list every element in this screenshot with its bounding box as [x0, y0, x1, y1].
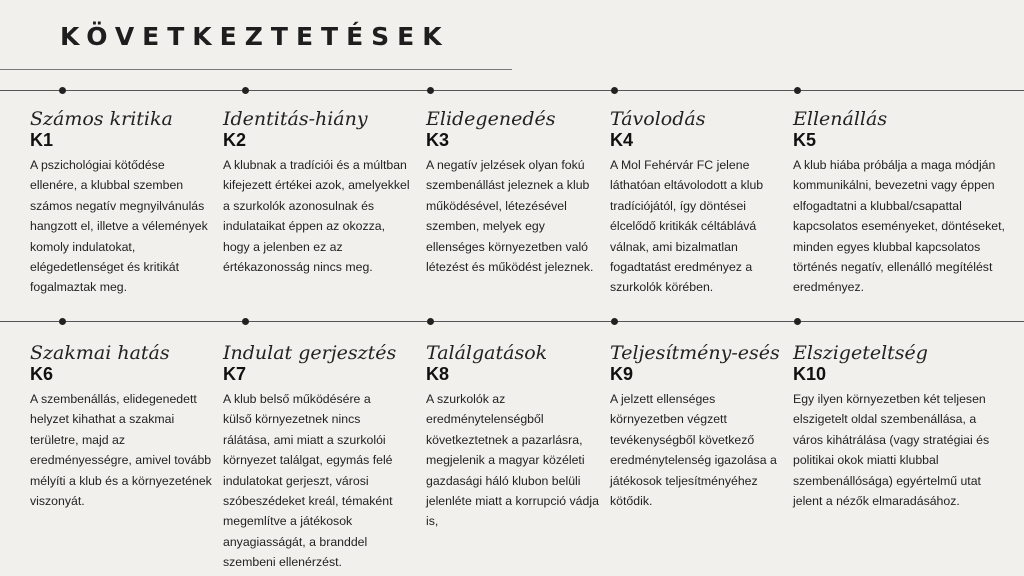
conclusion-card-k2 — [223, 108, 411, 277]
card-text: A szurkolók az eredménytelenségből következtetnek a pazarlásra, megjelenik a magyar közéleti gazdasági háló klubon belüli jelenléte miatt a korrupció vádja is, — [426, 392, 599, 529]
card-text: A negatív jelzések olyan fokú szembenállást jeleznek a klub működésével, létezésével szemben, melyek egy ellenséges környezetben való létezést és működést jeleznek. — [426, 158, 594, 275]
card-heading: Számos kritika — [30, 108, 173, 130]
card-heading: Találgatások — [426, 342, 548, 364]
card-text: A pszichológiai kötődése ellenére, a klubbal szemben számos negatív megnyilvánulás hangzott el, illetve a vélemények komoly indulatokat, elégedetlenséget és kritikát fogalmaztak meg. — [30, 158, 208, 295]
card-code: K7 — [223, 364, 247, 384]
card-heading: Teljesítmény-esés — [610, 342, 780, 364]
card-text: A klubnak a tradíciói és a múltban kifejezett értékei azok, amelyekkel a szurkolók azonosulnak és indulataikat éppen az okozza, hogy a jelenben ez az értékazonosság nincs meg. — [223, 158, 410, 275]
card-code: K1 — [30, 130, 54, 150]
timeline-line-bottom — [0, 321, 1024, 322]
timeline-dot-k1 — [59, 87, 66, 94]
card-heading: Indulat gerjesztés — [223, 342, 397, 364]
card-text: Egy ilyen környezetben két teljesen elszigetelt oldal szembenállása, a város kihátrálása (vagy stratégiai és politikai okok miatti klubbal szembenállósága) egyértelmű utat jelent a nézők elmaradásához. — [793, 392, 990, 509]
conclusion-card-k8 — [426, 342, 606, 532]
timeline-dot-k2 — [242, 87, 249, 94]
conclusion-card-k5 — [793, 108, 1005, 298]
timeline-dot-k9 — [611, 318, 618, 325]
card-text: A szembenállás, elidegenedett helyzet kihathat a szakmai területre, majd az eredményességre, amivel tovább mélyíti a klub és a környezetének viszonyát. — [30, 392, 212, 509]
timeline-dot-k8 — [427, 318, 434, 325]
conclusion-card-k4 — [610, 108, 786, 298]
card-code: K2 — [223, 130, 247, 150]
timeline-dot-k4 — [611, 87, 618, 94]
card-heading: Identitás-hiány — [223, 108, 368, 130]
card-heading: Ellenállás — [793, 108, 888, 130]
conclusion-card-k1 — [30, 108, 210, 298]
card-code: K8 — [426, 364, 450, 384]
conclusion-card-k3 — [426, 108, 604, 277]
card-code: K3 — [426, 130, 450, 150]
card-heading: Távolodás — [610, 108, 706, 130]
page-title: KÖVETKEZTETÉSEK — [60, 22, 450, 51]
card-code: K6 — [30, 364, 54, 384]
timeline-dot-k6 — [59, 318, 66, 325]
card-code: K4 — [610, 130, 634, 150]
card-code: K9 — [610, 364, 634, 384]
conclusion-card-k10 — [793, 342, 1008, 511]
card-heading: Szakmai hatás — [30, 342, 170, 364]
card-text: A klub hiába próbálja a maga módján kommunikálni, bevezetni vagy éppen elfogadtatni a klubbal/csapattal kapcsolatos eseményeket, döntéseket, minden egyes klubbal kapcsolatos történés negatív, ellenálló megítélést eredményez. — [793, 158, 1005, 295]
card-text: A klub belső működésére a külső környezetnek nincs rálátása, ami miatt a szurkolói környezet találgat, egymás felé indulatokat gerjeszt, városi szóbeszédeket kreál, témaként megemlítve a játékosok anyagiasságát, a branddel szembeni ellenérzést. — [223, 392, 393, 570]
card-heading: Elszigeteltség — [793, 342, 928, 364]
card-code: K5 — [793, 130, 817, 150]
conclusion-card-k7 — [223, 342, 399, 573]
card-heading: Elidegenedés — [426, 108, 556, 130]
conclusion-card-k6 — [30, 342, 215, 511]
conclusion-card-k9 — [610, 342, 788, 511]
title-underline — [0, 69, 512, 70]
card-text: A Mol Fehérvár FC jelene láthatóan eltávolodott a klub tradíciójától, így döntései élcelődő kritikák céltáblává válnak, ami bizalmatlan fogadtatást eredményez a szurkolók körében. — [610, 158, 764, 295]
timeline-line-top — [0, 90, 1024, 91]
card-text: A jelzett ellenséges környezetben végzett tevékenységből következő eredménytelenség igazolása a játékosok teljesítményéhez kötődik. — [610, 392, 777, 509]
timeline-dot-k3 — [427, 87, 434, 94]
timeline-dot-k7 — [242, 318, 249, 325]
timeline-dot-k5 — [794, 87, 801, 94]
timeline-dot-k10 — [794, 318, 801, 325]
card-code: K10 — [793, 364, 827, 384]
